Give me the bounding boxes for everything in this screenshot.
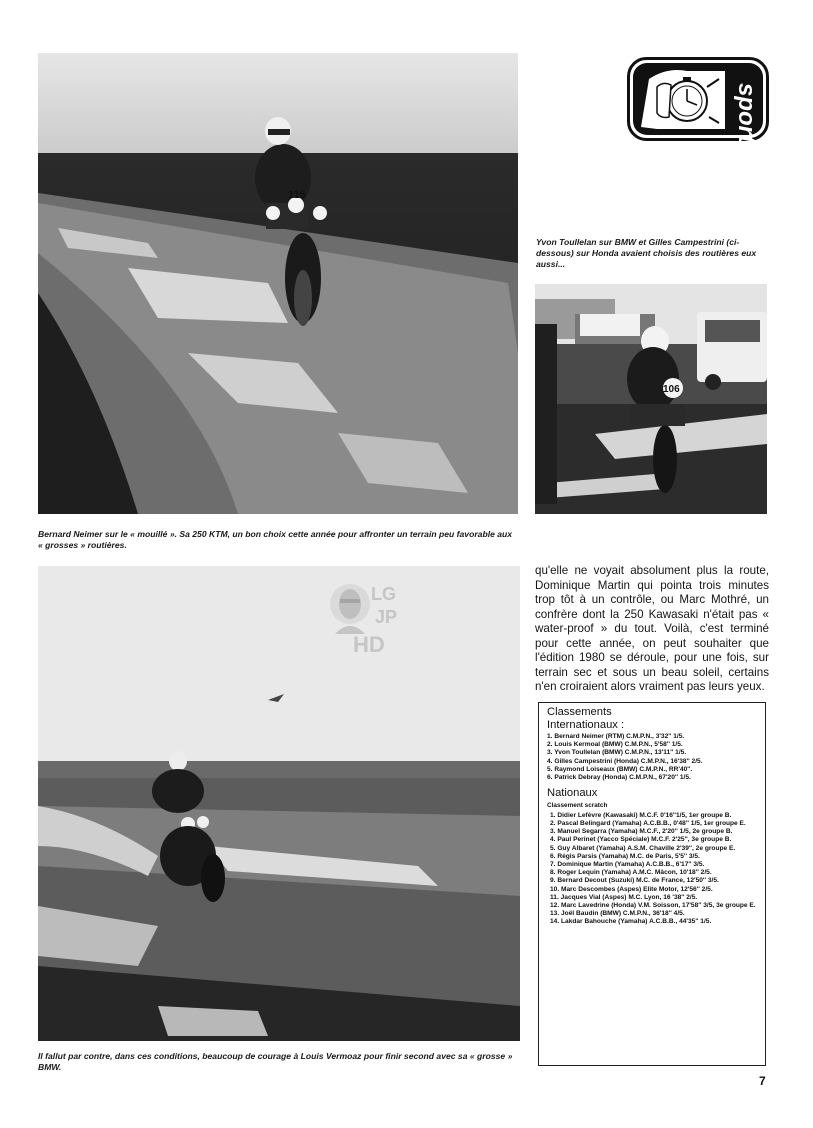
nationaux-list [547,812,759,927]
lgjphd-watermark [325,572,410,657]
list-item: 6. Patrick Debray (Honda) C.M.P.N., 67'20'' 1/5. [547,774,691,782]
list-item: 1. Bernard Neimer (RTM) C.M.P.N., 3'32'' 1/5. [547,733,685,740]
svg-text:JP: JP [375,607,398,627]
list-item: 2. Pascal Belingard (Yamaha) A.C.B.B., 0'48'' 1/5, 1er groupe E. [550,819,746,827]
list-item: 3. Manuel Segarra (Yamaha) M.C.F., 2'20'' 1/5, 2e groupe B. [550,828,733,836]
list-item: 1. Didier Lefèvre (Kawasaki) M.C.F. 0'16''1/5, 1er groupe B. [550,811,732,819]
list-item: 12. Marc Lavedrine (Honda) V.M. Soisson, 17'58'' 3/5, 3e groupe E. [550,901,756,909]
svg-text:LG: LG [371,584,396,604]
caption-top-photo: Bernard Neimer sur le « mouillé ». Sa 250 KTM, un bon choix cette année pour affronter un terrain peu favorable aux « grosses » routières. [38,529,513,550]
list-item: 5. Guy Albaret (Yamaha) A.S.M. Chaville 2'39'', 2e groupe E. [550,844,736,852]
list-item: 4. Gilles Campestrini (Honda) C.M.P.N., 16'38'' 2/5. [547,757,703,765]
caption-bottom-photo: Il fallut par contre, dans ces conditions, beaucoup de courage à Louis Vermoaz pour finir second avec sa « grosse » BMW. [38,1051,513,1072]
list-item: 8. Roger Lequin (Yamaha) A.M.C. Mâcon, 10'18'' 2/5. [550,869,712,877]
page-number: 7 [759,1074,766,1088]
list-item: 5. Raymond Loiseaux (BMW) C.M.P.N., RR'40''. [547,765,693,773]
caption-side-photo: Yvon Toullelan sur BMW et Gilles Campestrini (ci-dessous) sur Honda avaient choisis des routières eux aussi... [536,237,757,269]
svg-text:HD: HD [353,632,385,657]
sport-logo-word: sport [733,83,760,141]
internationaux-list [547,733,759,782]
svg-text:115: 115 [288,189,306,201]
list-item: 13. Joël Baudin (BMW) C.M.P.N., 36'18'' 4/5. [550,910,685,918]
photo-rider-splashing-water [38,566,520,1041]
list-item: 7. Dominique Martin (Yamaha) A.C.B.B., 6'17'' 3/5. [550,860,705,868]
results-heading-line1: Classements [547,706,612,718]
results-heading-line2: Internationaux : [547,718,625,731]
list-item: 9. Bernard Decout (Suzuki) M.C. de France, 12'50'' 3/5. [550,877,719,885]
list-item: 14. Lakdar Bahouche (Yamaha) A.C.B.B., 44'35'' 1/5. [550,918,712,926]
list-item: 3. Yvon Toullelan (BMW) C.M.P.N., 13'11'' 1/5. [547,749,687,757]
photo-rider-muddy-track [38,53,518,514]
scratch-label: Classement scratch [547,801,608,809]
article-body: qu'elle ne voyait absolument plus la route, Dominique Martin qui pointa trois minutes trop tôt à un contrôle, ou Marc Mothré, un confrère dont la 250 Kawasaki n'était pas « water-proof » du tout. Voilà, c'est terminé pour cette année, on peut souhaiter que l'édition 1980 se déroule, pour une fois, sur terrain sec et sous un beau soleil, certains n'en croiraient alors vraiment pas leurs yeux. [535,564,769,693]
list-item: 10. Marc Descombes (Aspes) Elite Motor, 12'56'' 2/5. [550,885,713,893]
results-heading [547,706,759,731]
sport-logo [627,57,769,141]
nationaux-heading: Nationaux [547,787,598,800]
list-item: 2. Louis Kermoal (BMW) C.M.P.N., 5'58'' 1/5. [547,741,683,749]
photo-rider-and-van [535,284,767,514]
list-item: 4. Paul Perinet (Yacco Spéciale) M.C.F. 2'25'', 3e groupe B. [550,836,732,844]
results-box [538,702,766,1066]
list-item: 6. Régis Parsis (Yamaha) M.C. de Paris, 5'5'' 3/5. [550,852,700,860]
svg-text:106: 106 [663,384,680,395]
list-item: 11. Jacques Vial (Aspes) M.C. Lyon, 16 '38'' 2/5. [550,893,698,901]
